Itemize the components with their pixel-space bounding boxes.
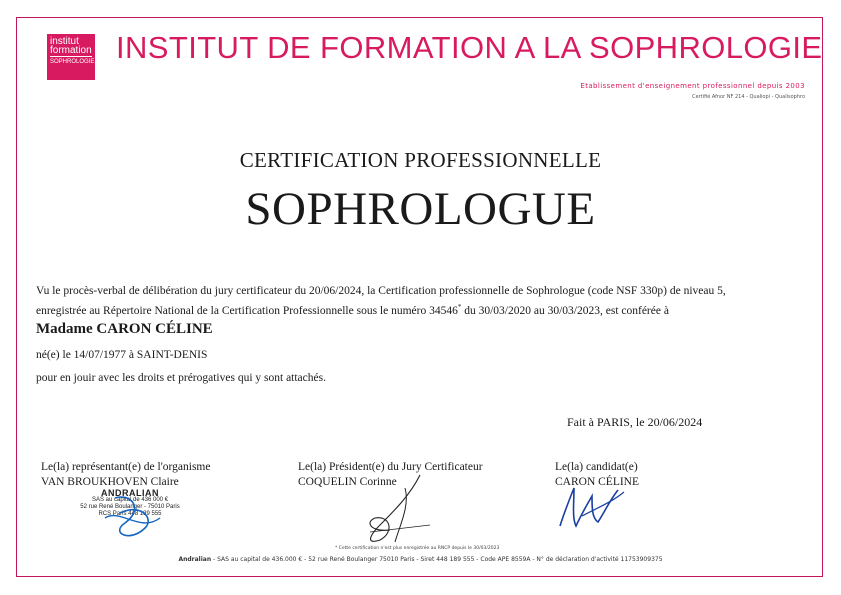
footer-details: - SAS au capital de 436.000 € - 52 rue René Boulanger 75010 Paris - Siret 448 189 555 - Code APE 8559A - N° de déclaration d'activité 11753909375 [211,556,663,563]
body-line-2b: du 30/03/2020 au 30/03/2023, est conférée à [461,304,669,317]
certificate-heading: CERTIFICATION PROFESSIONNELLE [239,148,602,172]
rncp-note: * Cette certification n'est plus enregistrée au RNCP depuis le 30/03/2023 [335,546,500,551]
signature-role: Le(la) Président(e) du Jury Certificateur [298,461,483,473]
recipient-birth: né(e) le 14/07/1977 à SAINT-DENIS [36,349,208,361]
logo-line-1: institut [50,36,79,47]
institute-name: INSTITUT DE FORMATION A LA SOPHROLOGIE [116,30,823,65]
rights-statement: pour en jouir avec les droits et prérogatives qui y sont attachés. [36,372,326,384]
stamp-line-2: 52 rue René Boulanger - 75010 Paris [80,504,180,510]
signature-role: Le(la) représentant(e) de l'organisme [41,461,211,473]
institute-logo [47,34,95,80]
footer-legal [0,556,841,563]
signature-name: VAN BROUKHOVEN Claire [41,476,179,488]
rncp-footnote-mark: * [457,303,462,311]
certificate-title: SOPHROLOGUE [245,183,596,235]
certificate-body [36,283,816,319]
signature-block-organisation [41,460,211,490]
place-date: Fait à PARIS, le 20/06/2024 [567,415,703,429]
signature-role: Le(la) candidat(e) [555,461,638,473]
candidate-signature-icon [552,478,632,533]
body-line-1: Vu le procès-verbal de délibération du jury certificateur du 20/06/2024, la Certification professionnelle de Sophrologue (code NSF 330p) de niveau 5, [36,285,726,297]
institute-certifications: Certifié Afnor NF 214 - Qualiopi - Qualisophro [692,94,805,100]
logo-line-2: formation [50,45,92,56]
stamp-name: ANDRALIAN [101,488,159,498]
institute-subtitle: Etablissement d'enseignement professionnel depuis 2003 [580,82,805,90]
footer-company: Andralian [178,556,212,563]
jury-signature-icon [350,470,440,550]
organisation-signature-icon [85,488,175,548]
stamp-line-1: SAS au capital de 436 000 € [91,497,169,503]
signature-name: COQUELIN Corinne [298,476,397,488]
body-line-2a: enregistrée au Répertoire National de la Certification Professionnelle sous le numéro 34546 [36,304,458,317]
signature-name: CARON CÉLINE [555,476,640,488]
stamp-line-3: RCS Paris 448 189 555 [98,511,162,517]
logo-line-3: SOPHROLOGIE [50,56,92,67]
recipient-name: Madame CARON CÉLINE [36,321,213,337]
